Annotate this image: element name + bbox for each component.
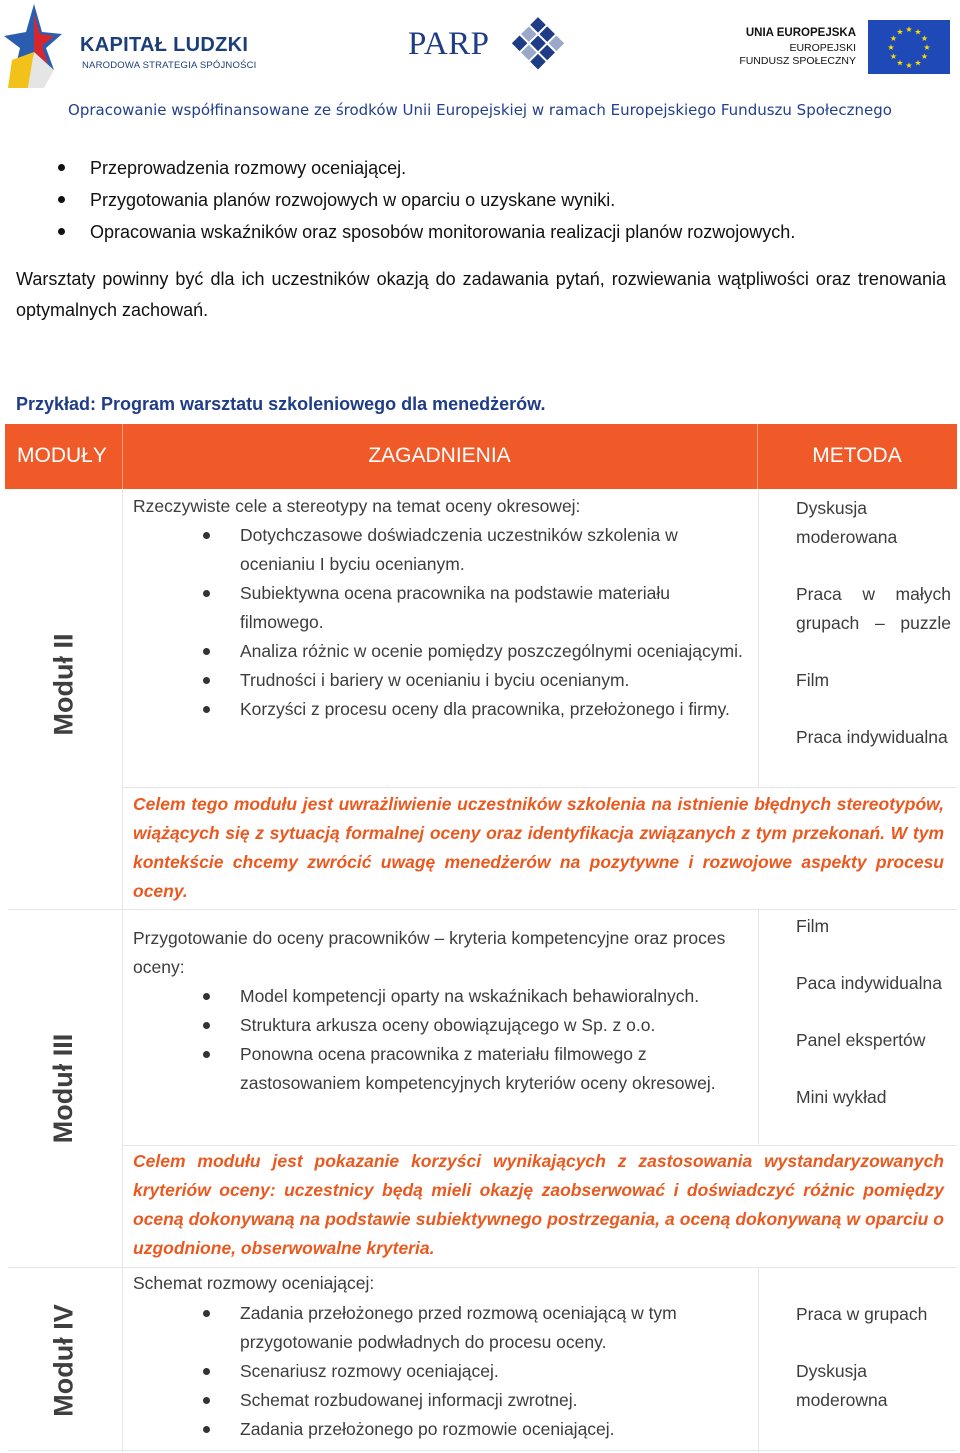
list-item: Przeprowadzenia rozmowy oceniającej. [0, 152, 960, 184]
module-item-list [133, 521, 753, 724]
list-item: Struktura arkusza oceny obowiązującego w Sp. z o.o. [133, 1011, 753, 1040]
bullet-icon [203, 1310, 210, 1317]
bullet-icon [203, 590, 210, 597]
eu-line-2: EUROPEJSKI [789, 42, 856, 54]
list-item: Zadania przełożonego po rozmowie oceniającej. [133, 1415, 753, 1444]
bullet-icon [203, 677, 210, 684]
column-header-method: METODA [812, 444, 902, 467]
list-item: Korzyści z procesu oceny dla pracownika, przełożonego i firmy. [133, 695, 753, 724]
svg-text:★: ★ [905, 25, 913, 34]
table-header-row [5, 424, 957, 489]
eu-line-3: FUNDUSZ SPOŁECZNY [739, 55, 856, 67]
list-item: Subiektywna ocena pracownika na podstawie materiału filmowego. [133, 579, 753, 637]
svg-text:★: ★ [896, 58, 904, 68]
method-item: Dyskusja moderowana [796, 498, 898, 547]
parp-wordmark: PARP [408, 26, 490, 62]
list-item: Opracowania wskaźników oraz sposobów monitorowania realizacji planów rozwojowych. [0, 216, 960, 248]
bullet-icon [203, 648, 210, 655]
method-item: Praca indywidualna [796, 727, 948, 747]
bullet-icon [203, 706, 210, 713]
table-row-module-4 [8, 1267, 120, 1453]
row-divider [8, 1450, 957, 1451]
bullet-icon [203, 1022, 210, 1029]
row-divider [8, 909, 957, 910]
method-item: Paca indywidualna [796, 973, 942, 993]
table-row-module-2 [8, 489, 120, 909]
column-header-topics: ZAGADNIENIA [368, 444, 511, 467]
bullet-icon [203, 1426, 210, 1433]
kapital-ludzki-star-icon [4, 4, 62, 88]
svg-text:★: ★ [923, 43, 931, 52]
column-divider [122, 489, 123, 1453]
row-divider [122, 787, 957, 788]
module-methods [796, 912, 951, 1140]
module-item-list [133, 1299, 753, 1444]
list-item: Schemat rozbudowanej informacji zwrotnej. [133, 1386, 753, 1415]
module-topic: Schemat rozmowy oceniającej: [133, 1273, 375, 1293]
workshop-paragraph: Warsztaty powinny być dla ich uczestników okazją do zadawania pytań, rozwiewania wątpliwości oraz trenowania optymalnych zachowań. [16, 269, 946, 320]
list-item: Dotychczasowe doświadczenia uczestników szkolenia w ocenianiu I byciu ocenianym. [133, 521, 753, 579]
module-methods [796, 494, 951, 780]
svg-text:★: ★ [914, 27, 922, 37]
column-divider [758, 909, 759, 1145]
method-item: Mini wykład [796, 1087, 887, 1107]
eu-logo [739, 20, 952, 76]
bullet-icon [203, 1368, 210, 1375]
svg-text:★: ★ [920, 34, 929, 43]
cofinancing-note: Opracowanie współfinansowane ze środków Unii Europejskiej w ramach Europejskiego Funduszu Społecznego [68, 101, 892, 119]
bullet-icon [203, 993, 210, 1000]
module-topic: Rzeczywiste cele a stereotypy na temat oceny okresowej: [133, 496, 581, 516]
module-goal: Celem tego modułu jest uwrażliwienie uczestników szkolenia na istnienie błędnych stereotypów, wiążących się z sytuacją formalnej oceny oraz identyfikacja związanych z tym przekonań. W tym kontekście chcemy zwrócić uwagę menedżerów na pozytywne i rozwojowe aspekty procesu oceny. [133, 794, 944, 901]
example-title: Przykład: Program warsztatu szkoleniowego dla menedżerów. [16, 394, 546, 414]
svg-text:★: ★ [889, 52, 898, 61]
module-item-list [133, 982, 753, 1098]
list-item: Scenariusz rozmowy oceniającej. [133, 1357, 753, 1386]
method-item: Dyskusja moderowna [796, 1361, 888, 1410]
eu-flag-icon [868, 20, 950, 74]
module-methods [796, 1300, 951, 1443]
column-divider [758, 1268, 759, 1453]
row-divider [122, 1145, 957, 1146]
svg-text:★: ★ [914, 58, 922, 68]
module-label: Moduł IV [48, 1304, 79, 1417]
module-label: Moduł II [48, 633, 79, 736]
bullet-icon [58, 164, 65, 171]
svg-text:★: ★ [896, 27, 904, 37]
bullet-icon [58, 228, 65, 235]
method-item: Film [796, 916, 830, 936]
intro-bullet-list [0, 152, 960, 248]
column-header-modules: MODUŁY [17, 444, 107, 467]
svg-text:★: ★ [889, 34, 898, 43]
svg-text:★: ★ [920, 52, 929, 61]
parp-logo [408, 12, 568, 76]
list-item: Zadania przełożonego przed rozmową oceniającą w tym przygotowanie podwładnych do procesu oceny. [133, 1299, 753, 1357]
row-divider [8, 1267, 957, 1268]
list-item: Przygotowania planów rozwojowych w oparciu o uzyskane wyniki. [0, 184, 960, 216]
kapital-ludzki-subtitle: NARODOWA STRATEGIA SPÓJNOŚCI [82, 60, 257, 71]
svg-text:★: ★ [905, 61, 913, 70]
kapital-ludzki-logo [4, 4, 272, 90]
method-item: Praca w małych grupach – puzzle [796, 584, 951, 633]
method-item: Praca w grupach [796, 1304, 928, 1324]
bullet-icon [58, 196, 65, 203]
module-label: Moduł III [48, 1033, 79, 1144]
bullet-icon [203, 1397, 210, 1404]
table-row-module-3 [8, 909, 120, 1267]
method-item: Panel ekspertów [796, 1030, 926, 1050]
parp-diamond-icon [510, 16, 566, 72]
svg-text:★: ★ [887, 43, 895, 52]
kapital-ludzki-title: KAPITAŁ LUDZKI [80, 34, 249, 56]
module-goal: Celem modułu jest pokazanie korzyści wynikających z zastosowania wystandaryzowanych kryteriów oceny: uczestnicy będą mieli okazję zaobserwować i doświadczyć różnic pomiędzy oceną dokonywaną na podstawie subiektywnego postrzegania, a oceną dokonywaną w oparciu o uzgodnione, obserwowalne kryteria. [133, 1151, 944, 1258]
list-item: Analiza różnic w ocenie pomiędzy poszczególnymi oceniającymi. [133, 637, 753, 666]
bullet-icon [203, 1051, 210, 1058]
bullet-icon [203, 532, 210, 539]
list-item: Trudności i bariery w ocenianiu i byciu ocenianym. [133, 666, 753, 695]
module-topic: Przygotowanie do oceny pracowników – kryteria kompetencyjne oraz proces oceny: [133, 928, 726, 977]
list-item: Model kompetencji oparty na wskaźnikach behawioralnych. [133, 982, 753, 1011]
column-divider [758, 489, 759, 787]
method-item: Film [796, 670, 830, 690]
eu-line-1: UNIA EUROPEJSKA [745, 27, 856, 39]
list-item: Ponowna ocena pracownika z materiału filmowego z zastosowaniem kompetencyjnych kryteriów oceny okresowej. [133, 1040, 753, 1098]
